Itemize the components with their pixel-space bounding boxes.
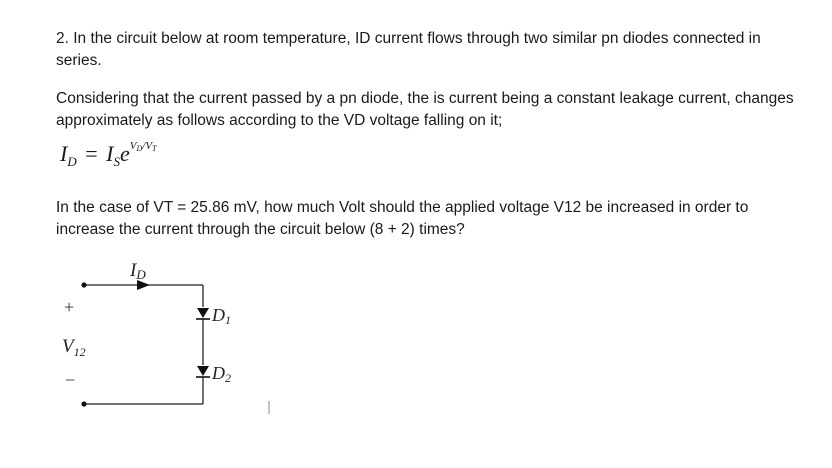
formula-equals: = bbox=[85, 141, 98, 166]
formula-lhs: I bbox=[60, 141, 68, 166]
formula-rhs-i: I bbox=[106, 141, 114, 166]
formula-e: e bbox=[119, 141, 130, 166]
voltage-label: $V_{12}$ bbox=[62, 336, 86, 359]
formula-rhs-sub: S bbox=[113, 154, 120, 169]
terminal-top bbox=[81, 282, 86, 287]
question-ask: In the case of VT = 25.86 mV, how much Volt should the applied voltage V12 be increased in order to increase the current through the circuit below (8 + 2) times? bbox=[56, 199, 749, 238]
diode-d2 bbox=[196, 365, 210, 377]
current-label: ID bbox=[130, 260, 146, 282]
terminal-bottom bbox=[81, 401, 86, 406]
plus-sign: + bbox=[64, 297, 75, 317]
diode1-label: D1 bbox=[212, 305, 231, 327]
diode-d1 bbox=[196, 307, 210, 319]
question-context: Considering that the current passed by a pn diode, the is current being a constant leakage current, changes approximately as follows according to the VD voltage falling on it; bbox=[56, 90, 794, 129]
question-intro: 2. In the circuit below at room temperature, ID current flows through two similar pn diodes connected in series. bbox=[56, 30, 761, 69]
formula-lhs-sub: D bbox=[67, 154, 77, 169]
formula-exponent: VD/VT bbox=[129, 140, 157, 153]
minus-sign: − bbox=[65, 370, 76, 390]
diode2-label: D2 bbox=[212, 363, 231, 385]
